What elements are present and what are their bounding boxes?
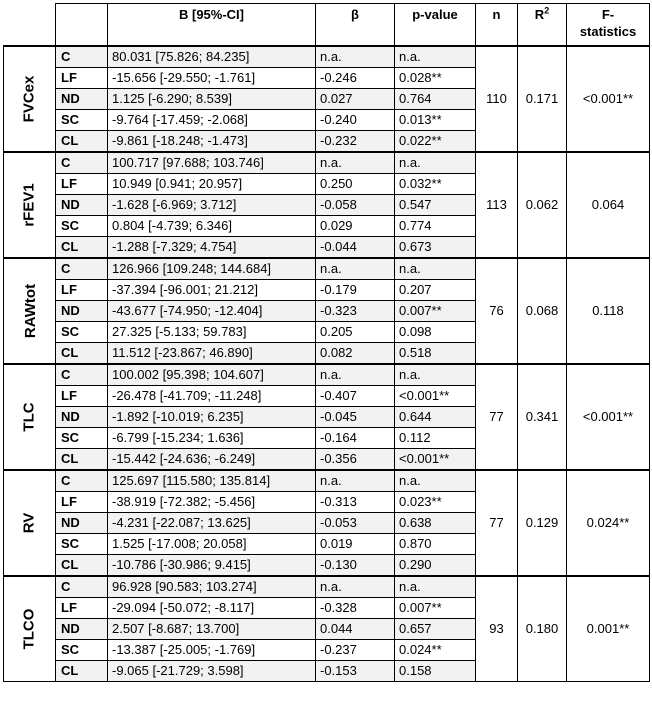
beta-value: 0.029: [316, 215, 395, 236]
predictor-code: LF: [56, 279, 108, 300]
table-body: [4, 46, 650, 682]
b-ci-value: 125.697 [115.580; 135.814]: [108, 470, 316, 492]
p-value: 0.112: [395, 427, 476, 448]
beta-value: -0.044: [316, 236, 395, 258]
b-ci-value: -26.478 [-41.709; -11.248]: [108, 385, 316, 406]
p-value: 0.028**: [395, 67, 476, 88]
f-statistics-value: <0.001**: [567, 364, 650, 470]
beta-value: -0.179: [316, 279, 395, 300]
p-value: n.a.: [395, 258, 476, 280]
b-ci-value: 27.325 [-5.133; 59.783]: [108, 321, 316, 342]
table-row: [4, 576, 650, 598]
predictor-code: CL: [56, 130, 108, 152]
predictor-code: LF: [56, 385, 108, 406]
group-label-text: rFEV1: [20, 182, 38, 227]
beta-value: -0.232: [316, 130, 395, 152]
r2-value: 0.068: [518, 258, 567, 364]
header-r2-sup: 2: [544, 5, 550, 16]
p-value: 0.290: [395, 554, 476, 576]
n-value: 77: [476, 470, 518, 576]
p-value: 0.013**: [395, 109, 476, 130]
p-value: 0.024**: [395, 639, 476, 660]
r2-value: 0.129: [518, 470, 567, 576]
b-ci-value: -1.892 [-10.019; 6.235]: [108, 406, 316, 427]
p-value: n.a.: [395, 470, 476, 492]
predictor-code: ND: [56, 88, 108, 109]
p-value: 0.007**: [395, 597, 476, 618]
b-ci-value: 100.002 [95.398; 104.607]: [108, 364, 316, 386]
predictor-code: C: [56, 46, 108, 68]
beta-value: n.a.: [316, 470, 395, 492]
b-ci-value: -4.231 [-22.087; 13.625]: [108, 512, 316, 533]
beta-value: -0.130: [316, 554, 395, 576]
p-value: 0.764: [395, 88, 476, 109]
predictor-code: SC: [56, 109, 108, 130]
predictor-code: CL: [56, 554, 108, 576]
table-row: [4, 258, 650, 280]
predictor-code: CL: [56, 342, 108, 364]
header-f-statistics: [567, 4, 650, 46]
beta-value: n.a.: [316, 258, 395, 280]
p-value: 0.022**: [395, 130, 476, 152]
b-ci-value: 0.804 [-4.739; 6.346]: [108, 215, 316, 236]
beta-value: -0.237: [316, 639, 395, 660]
f-statistics-value: <0.001**: [567, 46, 650, 152]
b-ci-value: 100.717 [97.688; 103.746]: [108, 152, 316, 174]
p-value: 0.547: [395, 194, 476, 215]
header-beta: β: [316, 4, 395, 46]
group-label: [4, 364, 56, 470]
table-row: [4, 152, 650, 174]
b-ci-value: -1.288 [-7.329; 4.754]: [108, 236, 316, 258]
group-label-text: FVCex: [20, 75, 38, 122]
b-ci-value: 80.031 [75.826; 84.235]: [108, 46, 316, 68]
group-label: [4, 258, 56, 364]
n-value: 113: [476, 152, 518, 258]
f-statistics-value: 0.001**: [567, 576, 650, 682]
n-value: 76: [476, 258, 518, 364]
p-value: 0.023**: [395, 491, 476, 512]
predictor-code: LF: [56, 597, 108, 618]
f-statistics-value: 0.118: [567, 258, 650, 364]
predictor-code: ND: [56, 512, 108, 533]
predictor-code: C: [56, 258, 108, 280]
b-ci-value: 1.125 [-6.290; 8.539]: [108, 88, 316, 109]
p-value: <0.001**: [395, 448, 476, 470]
beta-value: 0.019: [316, 533, 395, 554]
predictor-code: SC: [56, 215, 108, 236]
beta-value: 0.082: [316, 342, 395, 364]
predictor-code: CL: [56, 236, 108, 258]
header-blank-code: [56, 4, 108, 46]
predictor-code: SC: [56, 427, 108, 448]
predictor-code: LF: [56, 173, 108, 194]
predictor-code: CL: [56, 660, 108, 681]
b-ci-value: -37.394 [-96.001; 21.212]: [108, 279, 316, 300]
p-value: <0.001**: [395, 385, 476, 406]
b-ci-value: -43.677 [-74.950; -12.404]: [108, 300, 316, 321]
header-p-value: p-value: [395, 4, 476, 46]
b-ci-value: 1.525 [-17.008; 20.058]: [108, 533, 316, 554]
r2-value: 0.341: [518, 364, 567, 470]
p-value: 0.518: [395, 342, 476, 364]
header-n: n: [476, 4, 518, 46]
p-value: 0.207: [395, 279, 476, 300]
beta-value: 0.205: [316, 321, 395, 342]
p-value: 0.657: [395, 618, 476, 639]
p-value: 0.673: [395, 236, 476, 258]
b-ci-value: -13.387 [-25.005; -1.769]: [108, 639, 316, 660]
table-row: [4, 364, 650, 386]
predictor-code: ND: [56, 300, 108, 321]
beta-value: 0.250: [316, 173, 395, 194]
p-value: 0.158: [395, 660, 476, 681]
p-value: 0.007**: [395, 300, 476, 321]
table-row: [4, 46, 650, 68]
group-label-text: TLCO: [20, 608, 38, 649]
predictor-code: C: [56, 364, 108, 386]
p-value: 0.638: [395, 512, 476, 533]
f-statistics-value: 0.064: [567, 152, 650, 258]
r2-value: 0.180: [518, 576, 567, 682]
group-label-text: RAWtot: [22, 283, 40, 338]
b-ci-value: 2.507 [-8.687; 13.700]: [108, 618, 316, 639]
group-label: [4, 152, 56, 258]
predictor-code: ND: [56, 194, 108, 215]
group-label-text: RV: [20, 512, 38, 533]
b-ci-value: 11.512 [-23.867; 46.890]: [108, 342, 316, 364]
header-blank: [4, 4, 56, 46]
group-label: [4, 46, 56, 152]
b-ci-value: -15.442 [-24.636; -6.249]: [108, 448, 316, 470]
p-value: 0.032**: [395, 173, 476, 194]
header-f-line1: F-: [601, 7, 615, 22]
b-ci-value: -9.764 [-17.459; -2.068]: [108, 109, 316, 130]
predictor-code: SC: [56, 639, 108, 660]
beta-value: -0.153: [316, 660, 395, 681]
beta-value: -0.053: [316, 512, 395, 533]
beta-value: n.a.: [316, 46, 395, 68]
p-value: n.a.: [395, 152, 476, 174]
beta-value: -0.313: [316, 491, 395, 512]
beta-value: 0.044: [316, 618, 395, 639]
p-value: 0.774: [395, 215, 476, 236]
f-statistics-value: 0.024**: [567, 470, 650, 576]
n-value: 110: [476, 46, 518, 152]
beta-value: -0.407: [316, 385, 395, 406]
b-ci-value: -10.786 [-30.986; 9.415]: [108, 554, 316, 576]
beta-value: n.a.: [316, 576, 395, 598]
beta-value: -0.045: [316, 406, 395, 427]
table-row: [4, 470, 650, 492]
predictor-code: C: [56, 470, 108, 492]
beta-value: -0.240: [316, 109, 395, 130]
header-r2-base: R: [534, 7, 545, 22]
b-ci-value: -9.065 [-21.729; 3.598]: [108, 660, 316, 681]
predictor-code: C: [56, 152, 108, 174]
b-ci-value: 96.928 [90.583; 103.274]: [108, 576, 316, 598]
header-f-line2: statistics: [579, 24, 637, 39]
beta-value: -0.328: [316, 597, 395, 618]
predictor-code: SC: [56, 321, 108, 342]
r2-value: 0.062: [518, 152, 567, 258]
b-ci-value: -29.094 [-50.072; -8.117]: [108, 597, 316, 618]
beta-value: -0.323: [316, 300, 395, 321]
predictor-code: C: [56, 576, 108, 598]
predictor-code: ND: [56, 406, 108, 427]
beta-value: 0.027: [316, 88, 395, 109]
r2-value: 0.171: [518, 46, 567, 152]
regression-table: [3, 3, 650, 682]
b-ci-value: -6.799 [-15.234; 1.636]: [108, 427, 316, 448]
predictor-code: SC: [56, 533, 108, 554]
group-label-text: TLC: [20, 401, 38, 432]
group-label: [4, 576, 56, 682]
p-value: n.a.: [395, 364, 476, 386]
predictor-code: CL: [56, 448, 108, 470]
beta-value: -0.058: [316, 194, 395, 215]
beta-value: n.a.: [316, 152, 395, 174]
beta-value: -0.246: [316, 67, 395, 88]
p-value: 0.098: [395, 321, 476, 342]
n-value: 77: [476, 364, 518, 470]
predictor-code: ND: [56, 618, 108, 639]
header-b-ci: B [95%-CI]: [108, 4, 316, 46]
p-value: 0.870: [395, 533, 476, 554]
p-value: n.a.: [395, 46, 476, 68]
b-ci-value: -1.628 [-6.969; 3.712]: [108, 194, 316, 215]
beta-value: n.a.: [316, 364, 395, 386]
p-value: 0.644: [395, 406, 476, 427]
b-ci-value: -15.656 [-29.550; -1.761]: [108, 67, 316, 88]
header-r2: [518, 4, 567, 46]
beta-value: -0.356: [316, 448, 395, 470]
predictor-code: LF: [56, 67, 108, 88]
b-ci-value: 10.949 [0.941; 20.957]: [108, 173, 316, 194]
header-row: [4, 4, 650, 46]
beta-value: -0.164: [316, 427, 395, 448]
n-value: 93: [476, 576, 518, 682]
b-ci-value: -9.861 [-18.248; -1.473]: [108, 130, 316, 152]
b-ci-value: 126.966 [109.248; 144.684]: [108, 258, 316, 280]
predictor-code: LF: [56, 491, 108, 512]
b-ci-value: -38.919 [-72.382; -5.456]: [108, 491, 316, 512]
group-label: [4, 470, 56, 576]
p-value: n.a.: [395, 576, 476, 598]
